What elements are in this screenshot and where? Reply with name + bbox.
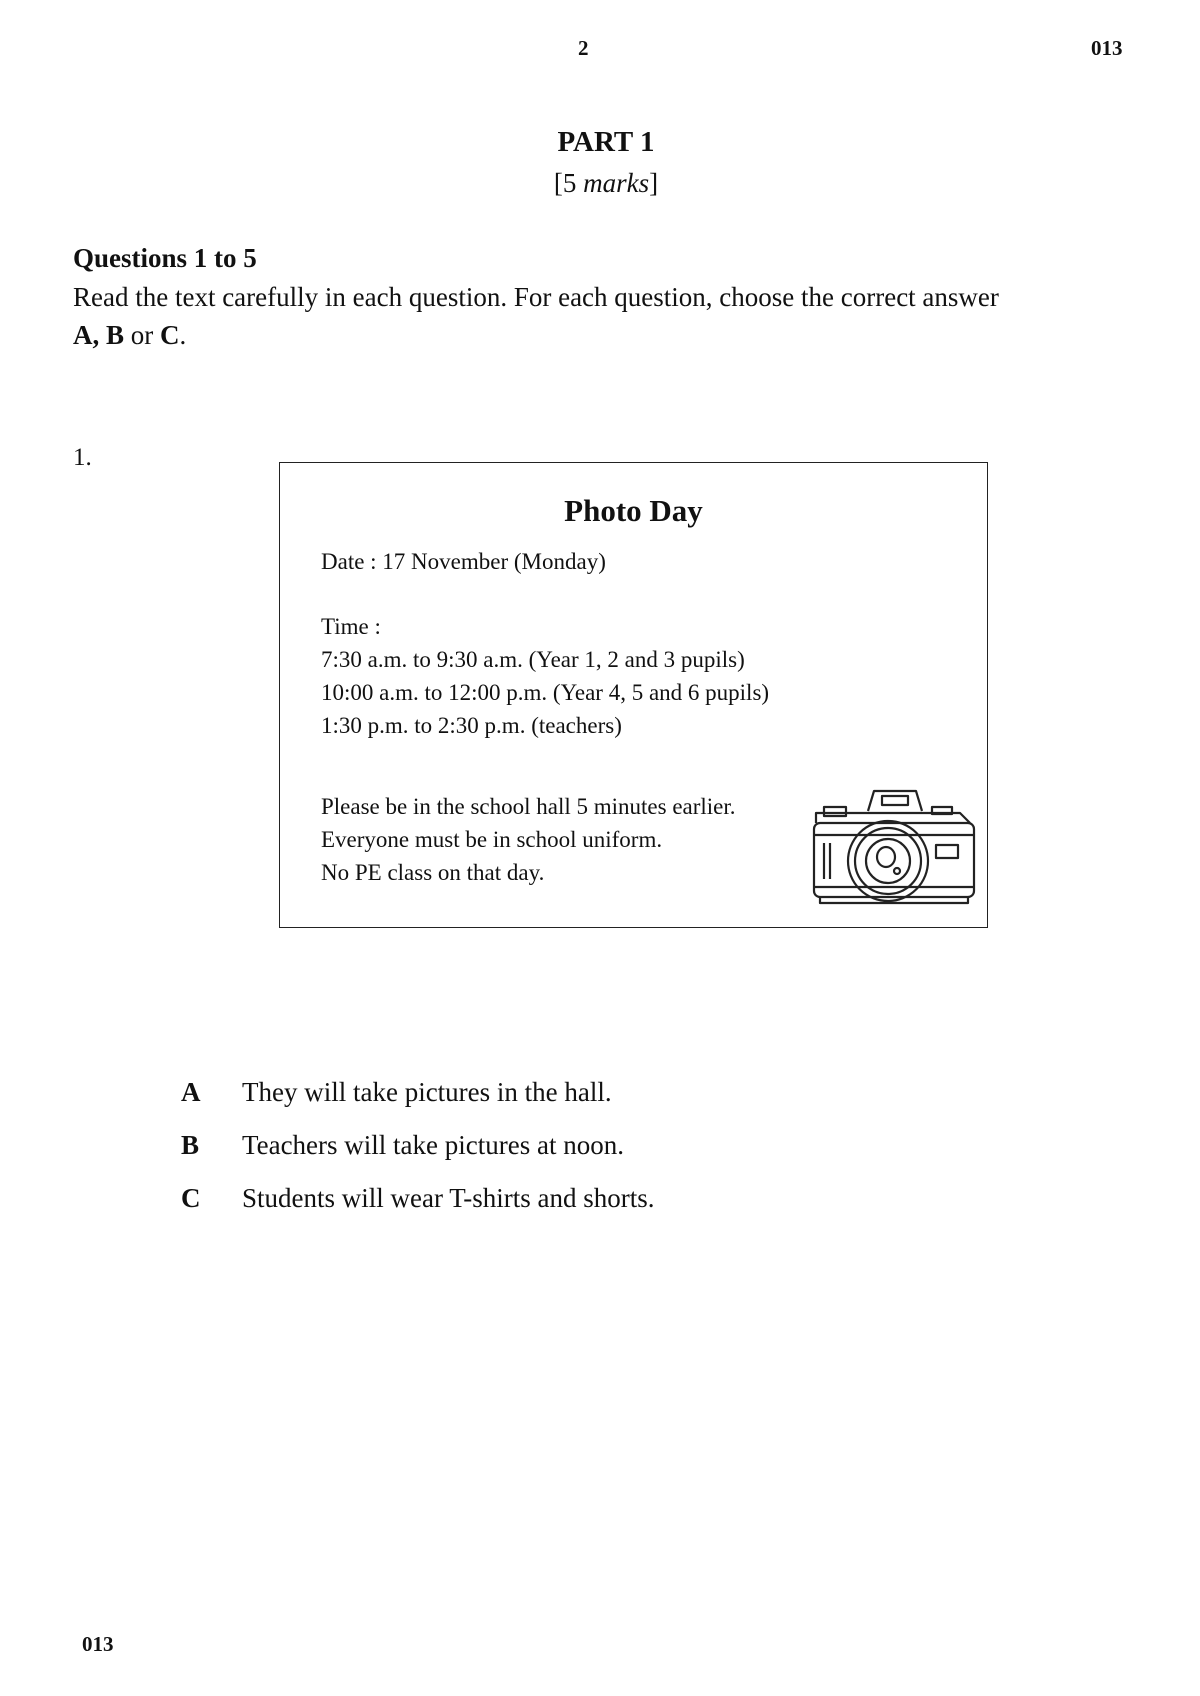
- instruction-text: Read the text carefully in each question. For each question, choose the correct answer: [73, 282, 999, 312]
- option-b-text[interactable]: Teachers will take pictures at noon.: [242, 1130, 624, 1160]
- notice-time-3: 1:30 p.m. to 2:30 p.m. (teachers): [321, 713, 622, 738]
- option-c-text[interactable]: Students will wear T-shirts and shorts.: [242, 1183, 655, 1213]
- marks-open: [5: [553, 168, 584, 198]
- part-marks: [0, 168, 1200, 199]
- marks-word: marks: [583, 168, 650, 198]
- choice-end: .: [179, 320, 187, 350]
- option-a-text[interactable]: They will take pictures in the hall.: [242, 1077, 612, 1107]
- notice-note-3: No PE class on that day.: [321, 860, 545, 885]
- part-title: PART 1: [557, 126, 655, 158]
- choice-or: or: [124, 320, 161, 350]
- notice-time-label: Time :: [321, 614, 381, 639]
- notice-date: Date : 17 November (Monday): [321, 549, 606, 574]
- paper-code-bottom: 013: [82, 1632, 114, 1656]
- questions-heading: Questions 1 to 5: [73, 243, 257, 273]
- notice-note-1: Please be in the school hall 5 minutes earlier.: [321, 794, 736, 819]
- option-b-letter[interactable]: B: [181, 1130, 200, 1160]
- paper-code-top: 013: [1091, 36, 1123, 60]
- question-number: 1.: [73, 444, 92, 471]
- instruction-choices: [73, 320, 186, 351]
- notice-time-2: 10:00 a.m. to 12:00 p.m. (Year 4, 5 and 6 pupils): [321, 680, 770, 705]
- marks-close: ]: [649, 168, 659, 198]
- photo-day-notice: [279, 462, 988, 928]
- notice-note-2: Everyone must be in school uniform.: [321, 827, 663, 852]
- choice-a-b: A, B: [73, 320, 125, 350]
- notice-time-1: 7:30 a.m. to 9:30 a.m. (Year 1, 2 and 3 pupils): [321, 647, 745, 672]
- option-a-letter[interactable]: A: [181, 1077, 201, 1107]
- page-number: 2: [578, 36, 589, 60]
- notice-title: Photo Day: [564, 493, 703, 528]
- choice-c: C: [160, 320, 180, 350]
- option-c-letter[interactable]: C: [181, 1183, 201, 1213]
- camera-icon: [810, 783, 980, 913]
